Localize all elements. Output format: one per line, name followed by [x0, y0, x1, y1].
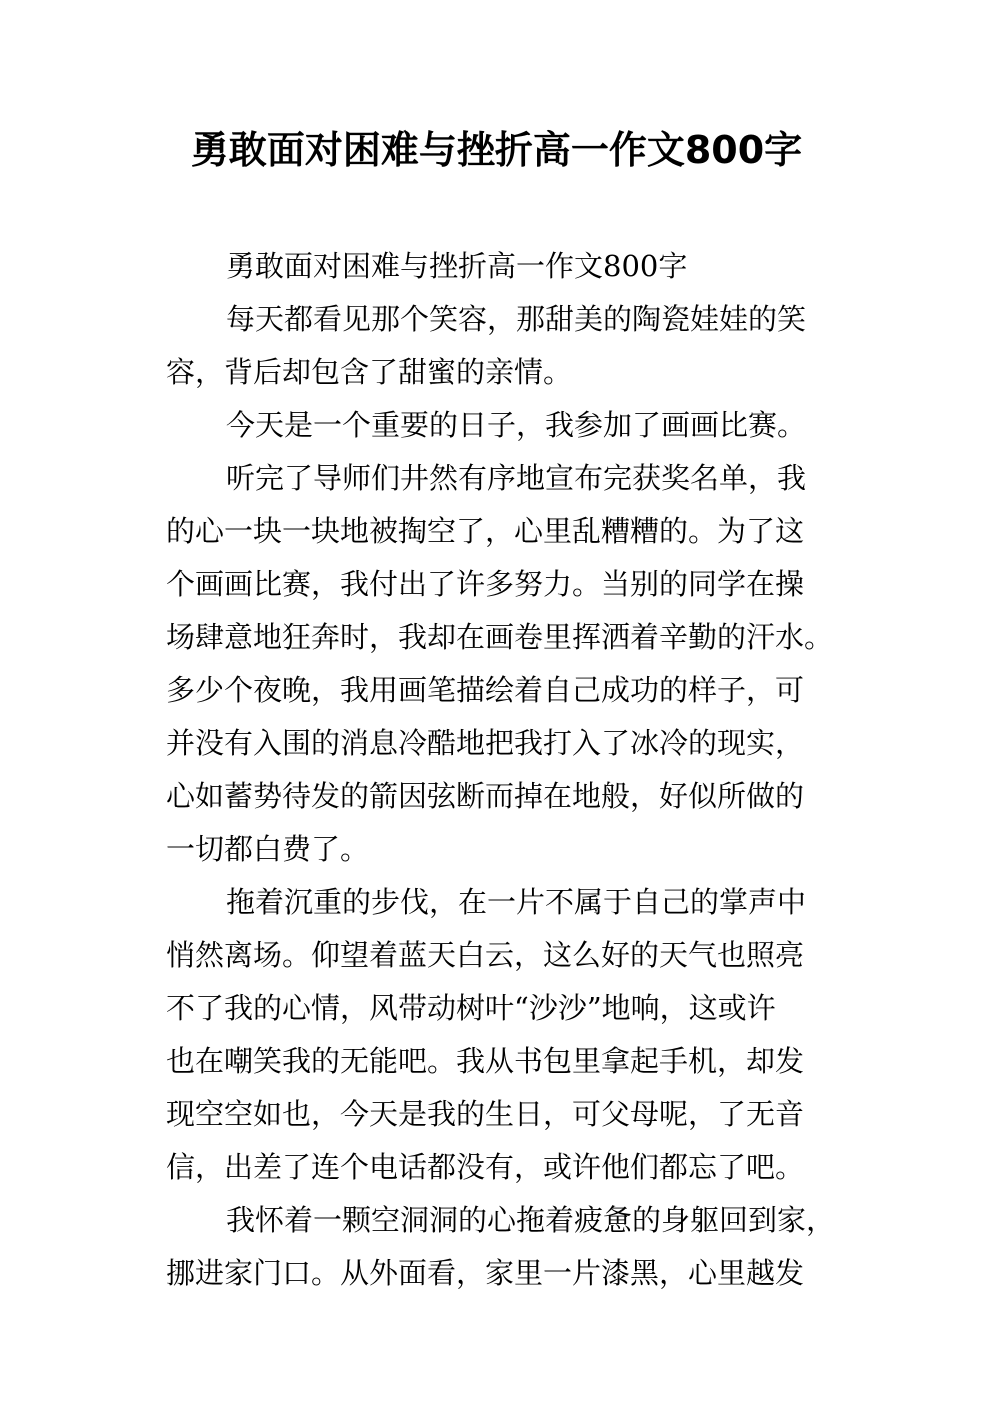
paragraph-6	[166, 1194, 836, 1300]
paragraph-4	[166, 452, 834, 876]
document-title: 勇敢面对困难与挫折高一作文800字	[190, 128, 803, 172]
paragraph-4-line-2: 的心一块一块地被掏空了，心里乱糟糟的。为了这	[166, 514, 805, 548]
paragraph-5	[166, 876, 826, 1194]
paragraph-6-line-1: 我怀着一颗空洞洞的心拖着疲惫的身躯回到家，	[226, 1203, 836, 1237]
paragraph-2-line-2: 容，背后却包含了甜蜜的亲情。	[166, 355, 573, 389]
paragraph-6-line-2: 挪进家门口。从外面看，家里一片漆黑，心里越发	[166, 1256, 805, 1290]
paragraph-5-line-5: 现空空如也，今天是我的生日，可父母呢，了无音	[166, 1097, 805, 1131]
paragraph-1	[166, 240, 826, 293]
paragraph-2-line-1: 每天都看见那个笑容，那甜美的陶瓷娃娃的笑	[226, 302, 807, 336]
paragraph-5-line-1: 拖着沉重的步伐，在一片不属于自己的掌声中	[226, 885, 807, 919]
paragraph-5-line-2: 悄然离场。仰望着蓝天白云，这么好的天气也照亮	[166, 938, 805, 972]
paragraph-4-line-4: 场肆意地狂奔时，我却在画卷里挥洒着辛勤的汗水。	[166, 620, 834, 654]
document-body	[166, 240, 836, 1300]
paragraph-2	[166, 293, 826, 399]
paragraph-4-line-7: 心如蓄势待发的箭因弦断而掉在地般，好似所做的	[166, 779, 805, 813]
paragraph-4-line-1: 听完了导师们井然有序地宣布完获奖名单，我	[226, 461, 807, 495]
paragraph-4-line-5: 多少个夜晚，我用画笔描绘着自己成功的样子，可	[166, 673, 805, 707]
paragraph-5-line-6: 信，出差了连个电话都没有，或许他们都忘了吧。	[166, 1150, 805, 1184]
paragraph-5-line-4: 也在嘲笑我的无能吧。我从书包里拿起手机，却发	[166, 1044, 805, 1078]
paragraph-3	[166, 399, 826, 452]
paragraph-4-line-8: 一切都白费了。	[166, 832, 370, 866]
paragraph-3-line-1: 今天是一个重要的日子，我参加了画画比赛。	[226, 408, 807, 442]
paragraph-5-line-3: 不了我的心情，风带动树叶“沙沙”地响，这或许	[166, 991, 776, 1025]
paragraph-4-line-3: 个画画比赛，我付出了许多努力。当别的同学在操	[166, 567, 805, 601]
paragraph-1-line-1: 勇敢面对困难与挫折高一作文800字	[226, 249, 688, 283]
paragraph-4-line-6: 并没有入围的消息冷酷地把我打入了冰冷的现实，	[166, 726, 805, 760]
